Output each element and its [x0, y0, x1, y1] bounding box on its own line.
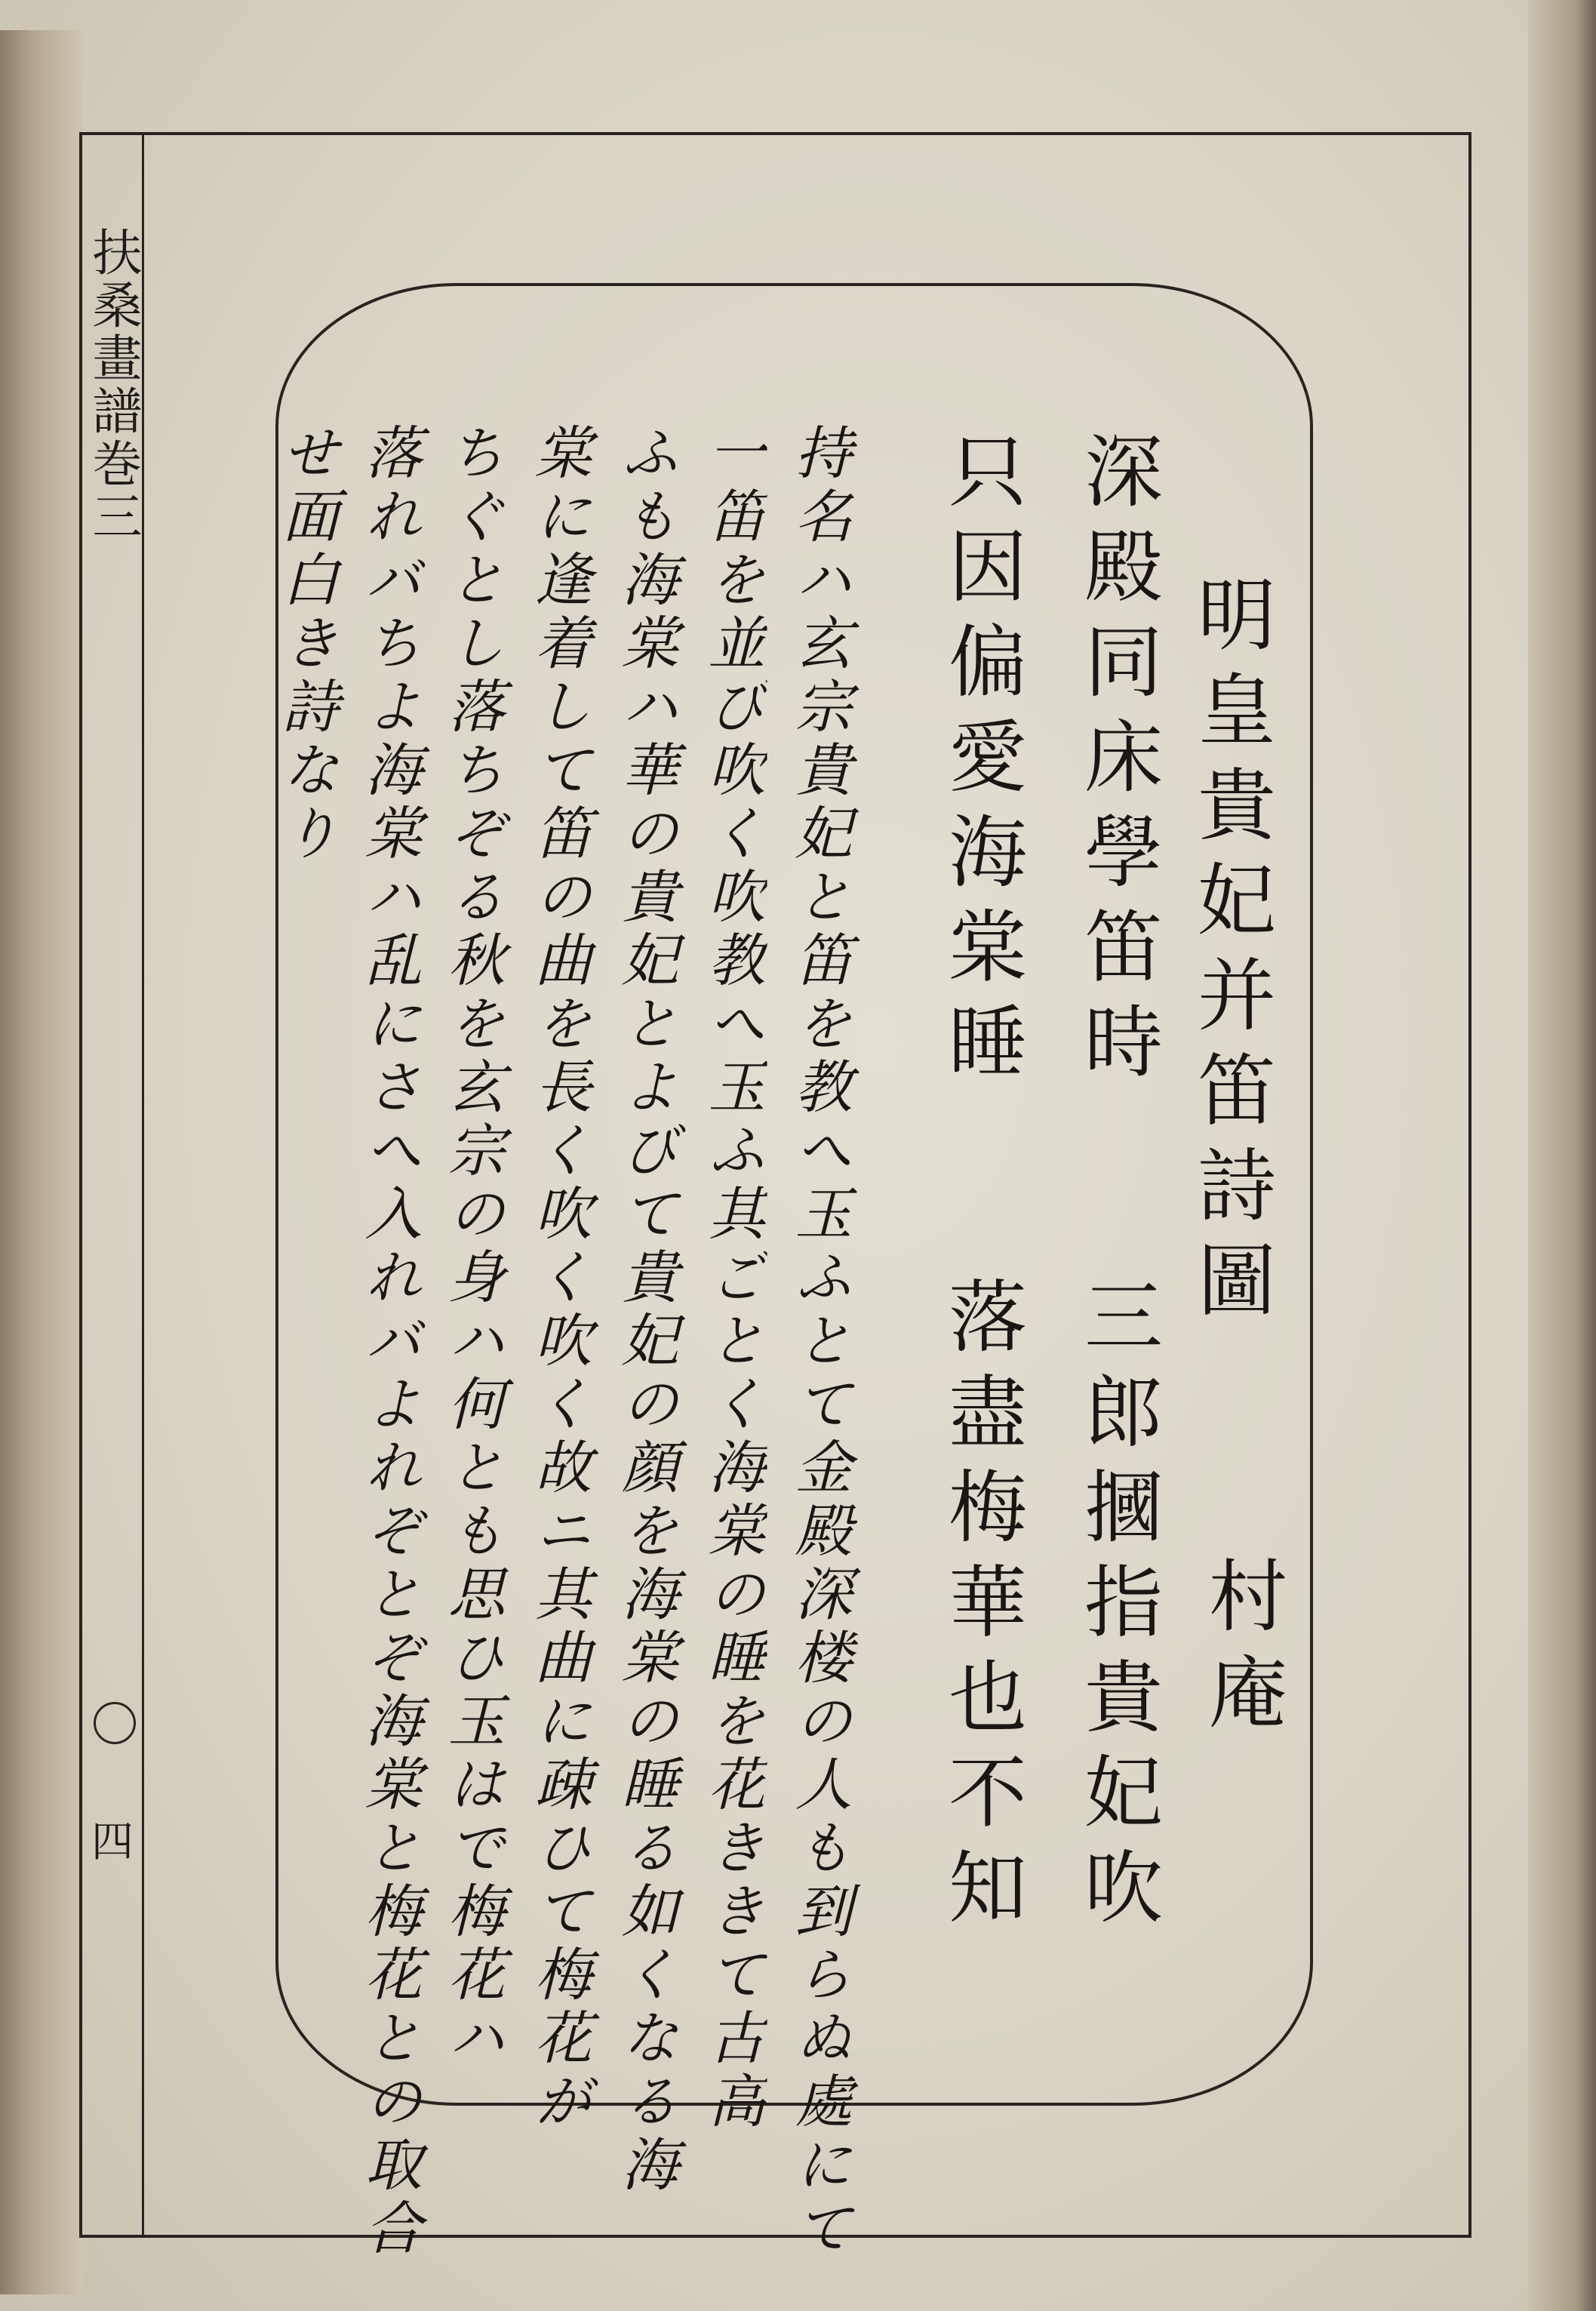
page-marker-circle [94, 1702, 136, 1744]
poem-title: 明皇貴妃并笛詩圖 [1184, 574, 1276, 1334]
commentary-line-2: 一笛を並び吹く吹教へ玉ふ其ごとく海棠の睡を花ききて古高 [699, 423, 766, 2134]
commentary-line-6: 落れバちよ海棠ハ乱にさへ入れバよれぞとぞ海棠と梅花との取合 [355, 423, 423, 2261]
commentary-line-1: 持名ハ玄宗貴妃と笛を教へ玉ふとて金殿深楼の人も到らぬ處にて [786, 423, 853, 2261]
commentary-line-3: ふも海棠ハ華の貴妃とよびて貴妃の顔を海棠の睡る如くなる海 [612, 423, 679, 2198]
poem-line-1: 深殿同床學笛時 [1071, 430, 1163, 1096]
commentary-line-5: ちぐとし落ちぞる秋を玄宗の身ハ何とも思ひ玉はで梅花ハ [438, 423, 506, 2071]
commentary-line-4: 棠に逢着して笛の曲を長く吹く吹く故ニ其曲に疎ひて梅花が [525, 423, 592, 2134]
poem-line-4: 落盡梅華也不知 [935, 1276, 1027, 1941]
poem-line-3: 三郎摑指貴妃吹 [1071, 1276, 1163, 1941]
book-title: 扶桑畫譜巻三 [84, 226, 142, 543]
poem-author: 村庵 [1195, 1555, 1287, 1748]
commentary-line-7: せ面白き詩なり [272, 423, 340, 866]
gutter-rule [142, 134, 144, 2236]
poem-line-2: 只因偏愛海棠睡 [935, 430, 1027, 1096]
book-spine [0, 30, 83, 2294]
page-number: 四 [85, 1819, 134, 1861]
page-edge [1528, 0, 1596, 2311]
